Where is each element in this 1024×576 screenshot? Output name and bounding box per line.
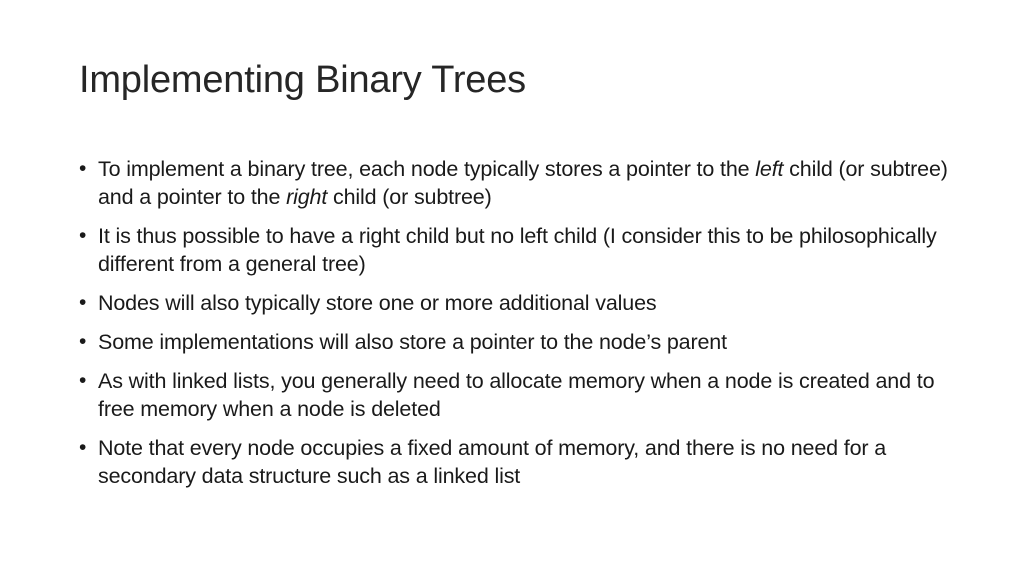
bullet-list [79,155,959,501]
bullet-text-emphasis-left: left [755,157,784,181]
bullet-icon: • [79,369,87,392]
bullet-text-part: To implement a binary tree, each node typically stores a pointer to the [98,157,756,181]
bullet-item-1 [79,155,959,211]
bullet-text: Note that every node occupies a fixed amount of memory, and there is no need for a secondary data structure such as a linked list [98,436,887,488]
bullet-icon: • [79,436,87,459]
bullet-item-3 [79,289,959,317]
slide-title: Implementing Binary Trees [79,59,526,101]
bullet-text-part: child (or subtree) [327,185,492,209]
bullet-text: It is thus possible to have a right child but no left child (I consider this to be philosophically different from a general tree) [98,224,937,276]
bullet-icon: • [79,224,87,247]
bullet-text: Some implementations will also store a pointer to the node’s parent [98,330,727,354]
bullet-text: As with linked lists, you generally need to allocate memory when a node is created and to free memory when a node is deleted [98,369,935,421]
bullet-text: Nodes will also typically store one or more additional values [98,291,657,315]
bullet-icon: • [79,157,87,180]
bullet-item-4 [79,328,959,356]
bullet-item-2 [79,222,959,278]
bullet-item-5 [79,367,959,423]
bullet-text-part: child (or subtree) and a pointer to the [98,157,948,209]
bullet-icon: • [79,330,87,353]
bullet-icon: • [79,291,87,314]
bullet-text-emphasis-right: right [286,185,328,209]
bullet-item-6 [79,434,959,490]
